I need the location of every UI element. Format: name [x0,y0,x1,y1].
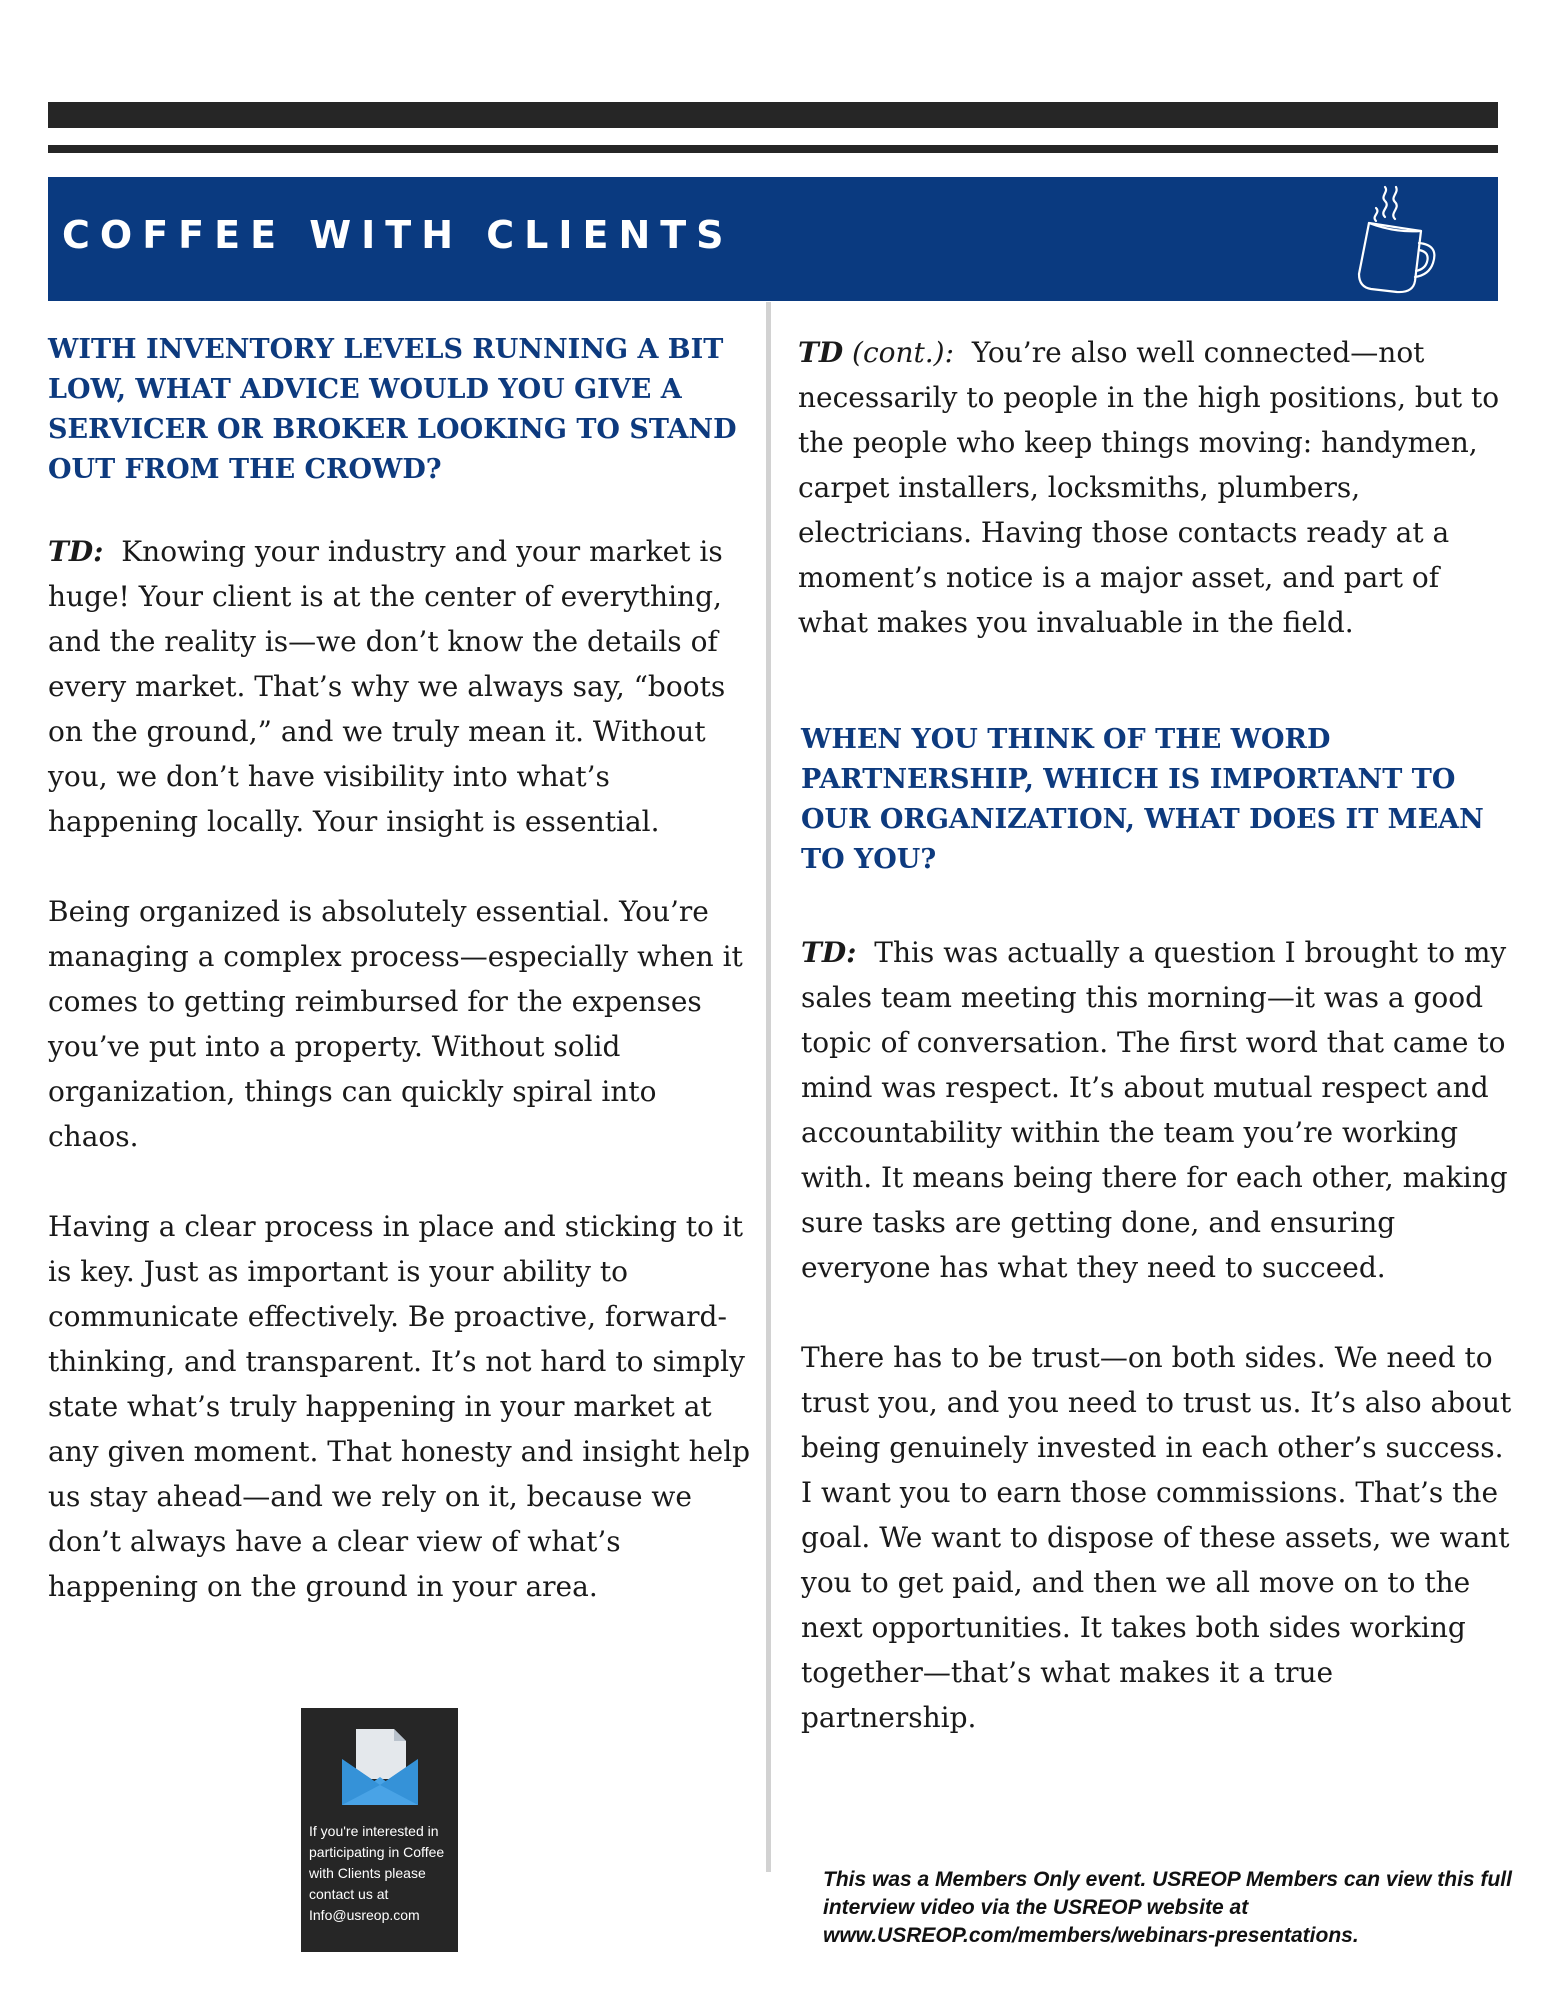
continued-label: (cont.): [852,336,955,369]
header-banner [48,177,1498,301]
continued-text: You’re also well connected—not necessarily to people in the high positions, but to the people who keep things moving: handymen, carpet installers, locksmiths, plumbers, electricians. Having those contacts ready at a moment’s notice is a major asset, and part of what makes you invaluable in the field. [798,336,1500,639]
partnership-paragraph-2: There has to be trust—on both sides. We need to trust you, and you need to trust us. It’s also about being genuinely invested in each other’s success. I want you to earn those commissions. That’s the goal. We want to dispose of these assets, we want you to get paid, and then we all move on to the next opportunities. It takes both sides working together—that’s what makes it a true partnership. [801,1341,1512,1734]
answer-paragraph-2: Being organized is absolutely essential. You’re managing a complex process—especially when it comes to getting reimbursed for the expenses you’ve put into a property. Without solid organization, things can quickly spiral into chaos. [48,895,743,1153]
question-inventory: WITH INVENTORY LEVELS RUNNING A BIT LOW, WHAT ADVICE WOULD YOU GIVE A SERVICER OR BROKER LOOKING TO STAND OUT FROM THE CROWD? [48,334,737,485]
contact-text: If you're interested in participating in Coffee with Clients please contact us at Info@usreop.com [309,1823,445,1923]
page-title: COFFEE WITH CLIENTS [62,213,734,257]
partnership-paragraph-1 [801,930,1513,1290]
answer-text: Knowing your industry and your market is huge! Your client is at the center of everything, and the reality is—we don’t know the details of every market. That’s why we always say, “boots on the ground,” and we truly mean it. Without you, we don’t have visibility into what’s happening locally. Your insight is essential. [48,535,726,838]
answer-text: This was actually a question I brought to my sales team meeting this morning—it was a good topic of conversation. The first word that came to mind was respect. It’s about mutual respect and accountability within the team you’re working with. It means being there for each other, making sure tasks are getting done, and ensuring everyone has what they need to succeed. [801,936,1508,1284]
question-partnership: WHEN YOU THINK OF THE WORD PARTNERSHIP, WHICH IS IMPORTANT TO OUR ORGANIZATION, WHAT DOES IT MEAN TO YOU? [801,724,1484,875]
members-only-note: This was a Members Only event. USREOP Members can view this full interview video via the USREOP website at www.USREOP.com/members/webinars-presentations. [823,1868,1512,1947]
contact-box [301,1708,458,1952]
answer-paragraph-1 [48,529,753,844]
top-rule-thick [48,102,1498,128]
answer-paragraph-3: Having a clear process in place and sticking to it is key. Just as important is your ability to communicate effectively. Be proactive, forward-thinking, and transparent. It’s not hard to simply state what’s truly happening in your market at any given moment. That honesty and insight help us stay ahead—and we rely on it, because we don’t always have a clear view of what’s happening on the ground in your area. [48,1210,751,1603]
continued-paragraph [798,330,1510,645]
speaker-label: TD: [48,535,104,568]
envelope-icon [340,1725,420,1809]
right-column-bottom [801,720,1513,1740]
coffee-mug-icon [1329,177,1449,301]
column-divider [766,302,771,1872]
right-column-top [798,330,1510,645]
left-column [48,330,753,1609]
top-rule-thin [48,145,1498,153]
speaker-label: TD [798,336,844,369]
speaker-label: TD: [801,936,857,969]
